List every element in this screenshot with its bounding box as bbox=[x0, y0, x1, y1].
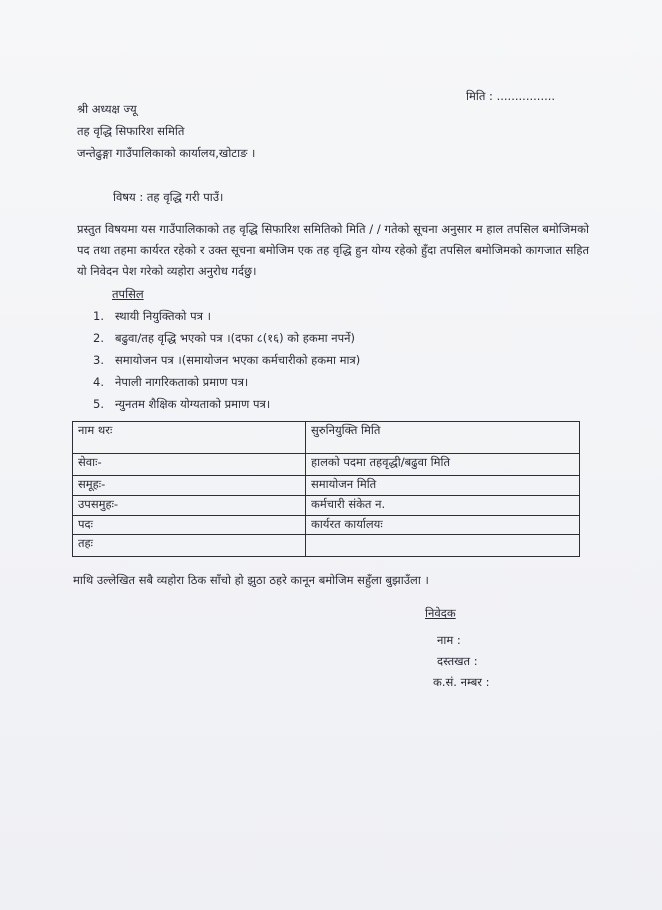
field-promotion-date: हालको पदमा तहवृद्धी/बढुवा मिति bbox=[306, 454, 580, 476]
attachments-heading: तपसिल bbox=[112, 287, 144, 301]
list-item: 5. न्युनतम शैक्षिक योग्यताको प्रमाण पत्र। bbox=[93, 397, 271, 411]
table-row bbox=[73, 516, 580, 535]
address-committee: तह वृद्धि सिफारिश समिति bbox=[77, 124, 185, 138]
list-item: 4. नेपाली नागरिकताको प्रमाण पत्र। bbox=[93, 375, 249, 389]
field-employee-code: कर्मचारी संकेत न. bbox=[306, 496, 580, 516]
attachments-list bbox=[93, 308, 360, 418]
list-item: 1. स्थायी नियुक्तिको पत्र । bbox=[93, 309, 211, 323]
list-item: 2. बढुवा/तह वृद्धि भएको पत्र ।(दफा ८(१६) को हकमा नपर्ने) bbox=[93, 331, 355, 345]
field-post: पदः bbox=[73, 516, 306, 535]
field-subgroup: उपसमुहः- bbox=[73, 496, 306, 516]
declaration: माथि उल्लेखित सबै व्यहोरा ठिक साँचो हो झुठा ठहरे कानून बमोजिम सहुँला बुझाउँला । bbox=[73, 573, 429, 587]
signature-sign: दस्तखत : bbox=[437, 654, 478, 668]
date-line: मिति : ................ bbox=[466, 89, 556, 103]
field-adjustment-date: समायोजन मिति bbox=[306, 476, 580, 496]
field-level: तहः bbox=[73, 535, 306, 557]
field-working-office: कार्यरत कार्यालयः bbox=[306, 516, 580, 535]
list-item: 3. समायोजन पत्र ।(समायोजन भएका कर्मचारीको हकमा मात्र) bbox=[93, 353, 361, 367]
table-row bbox=[73, 422, 580, 454]
table-row bbox=[73, 535, 580, 557]
table-row bbox=[73, 496, 580, 516]
signature-employee-number: क.सं. नम्बर : bbox=[433, 675, 490, 689]
field-name: नाम थरः bbox=[73, 422, 306, 454]
field-empty bbox=[306, 535, 580, 557]
address-recipient: श्री अध्यक्ष ज्यू bbox=[77, 102, 137, 116]
field-group: समूहः- bbox=[73, 476, 306, 496]
signature-heading: निवेदक bbox=[425, 606, 456, 620]
field-appointment-date: सुरुनियुक्ति मिति bbox=[306, 422, 580, 454]
body-paragraph: प्रस्तुत विषयमा यस गाउँपालिकाको तह वृद्धि सिफारिश समितिको मिति / / गतेको सूचना अनुसार म हाल तपसिल बमोजिमको पद तथा तहमा कार्यरत रहेको र उक्त सूचना बमोजिम एक तह वृद्धि हुन योग्य रहेको हुँदा तपसिल बमोजिमको कागजात सहित यो निवेदन पेश गरेको व्यहोरा अनुरोध गर्दछु। bbox=[77, 222, 589, 278]
table-row bbox=[73, 476, 580, 496]
subject-line: विषय : तह वृद्धि गरी पाउँ। bbox=[113, 190, 224, 204]
employee-details-table bbox=[72, 421, 580, 557]
address-office: जन्तेढुङ्गा गाउँपालिकाको कार्यालय,खोटाङ । bbox=[77, 146, 256, 160]
field-service: सेवाः- bbox=[73, 454, 306, 476]
signature-name: नाम : bbox=[437, 633, 461, 647]
table-row bbox=[73, 454, 580, 476]
